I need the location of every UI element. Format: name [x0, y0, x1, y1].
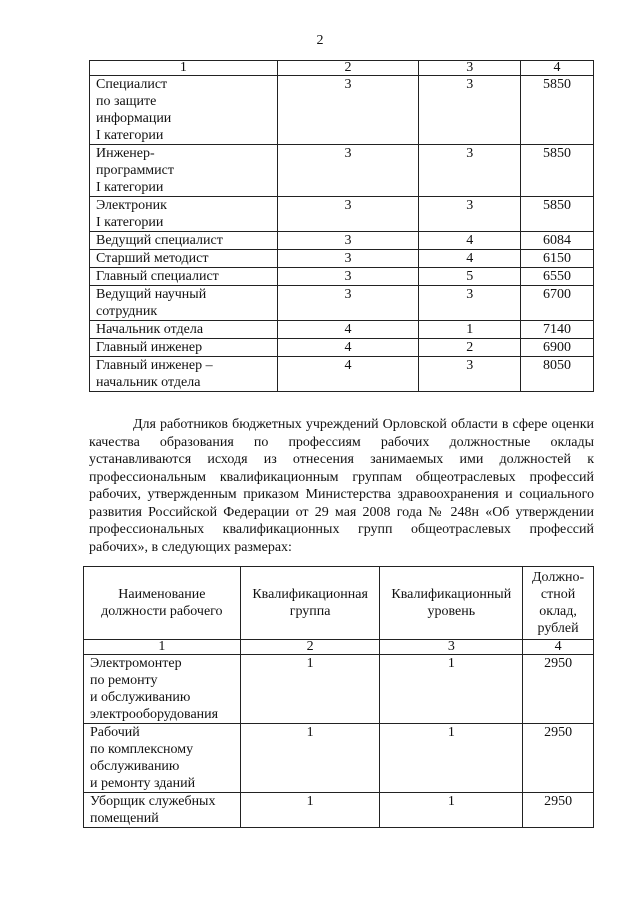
- qualification-level: 1: [380, 724, 523, 793]
- qualification-group: 4: [277, 321, 419, 339]
- qualification-level: 1: [419, 321, 521, 339]
- salary-table-1: [89, 60, 594, 392]
- qualification-level: 1: [380, 655, 523, 724]
- table-row: [90, 339, 594, 357]
- table-row: [84, 724, 594, 793]
- table-row: [90, 232, 594, 250]
- table-row: [90, 286, 594, 321]
- table-header-row: [84, 640, 594, 655]
- qualification-group: 3: [277, 232, 419, 250]
- col-head-group: Квалификационная группа: [240, 567, 380, 640]
- position-name: Старший методист: [90, 250, 278, 268]
- qualification-level: 3: [419, 286, 521, 321]
- qualification-group: 3: [277, 145, 419, 197]
- position-name: Главный инженер – начальник отдела: [90, 357, 278, 392]
- column-number: 4: [523, 640, 594, 655]
- table-row: [90, 76, 594, 145]
- paragraph-text: Для работников бюджетных учреждений Орловской области в сфере оценки качества образования по профессиям рабочих должностные оклады устанавливаются исходя из отнесения занимаемых ими должностей к профессиональным квалификационным группам общеотраслевых профессий рабочих, утвержденным приказом Министерства здравоохранения и социального развития Российской Федерации от 29 мая 2008 года № 248н «Об утверждении профессиональных квалификационных групп общеотраслевых профессий рабочих», в следующих размерах:: [89, 417, 594, 555]
- qualification-group: 3: [277, 268, 419, 286]
- salary-value: 2950: [523, 724, 594, 793]
- qualification-level: 5: [419, 268, 521, 286]
- salary-value: 8050: [521, 357, 594, 392]
- qualification-level: 2: [419, 339, 521, 357]
- table-row: [84, 655, 594, 724]
- salary-value: 7140: [521, 321, 594, 339]
- table-header-row: [90, 61, 594, 76]
- salary-value: 5850: [521, 76, 594, 145]
- table-row: [90, 357, 594, 392]
- salary-value: 6084: [521, 232, 594, 250]
- column-number: 3: [380, 640, 523, 655]
- qualification-level: 1: [380, 793, 523, 828]
- qualification-group: 3: [277, 76, 419, 145]
- salary-value: 6700: [521, 286, 594, 321]
- salary-value: 6900: [521, 339, 594, 357]
- position-name: Главный инженер: [90, 339, 278, 357]
- col-head-level: Квалификационный уровень: [380, 567, 523, 640]
- qualification-group: 4: [277, 357, 419, 392]
- salary-value: 2950: [523, 793, 594, 828]
- salary-value: 5850: [521, 197, 594, 232]
- col-head-name: Наименование должности рабочего: [84, 567, 241, 640]
- column-number: 1: [84, 640, 241, 655]
- qualification-level: 3: [419, 145, 521, 197]
- qualification-group: 3: [277, 250, 419, 268]
- qualification-group: 4: [277, 339, 419, 357]
- column-number: 3: [419, 61, 521, 76]
- salary-value: 5850: [521, 145, 594, 197]
- salary-value: 2950: [523, 655, 594, 724]
- salary-value: 6550: [521, 268, 594, 286]
- qualification-group: 1: [240, 793, 380, 828]
- position-name: Уборщик служебных помещений: [84, 793, 241, 828]
- column-number: 1: [90, 61, 278, 76]
- salary-table-2: [83, 566, 594, 828]
- table-row: [90, 250, 594, 268]
- qualification-level: 4: [419, 250, 521, 268]
- qualification-group: 3: [277, 197, 419, 232]
- qualification-group: 1: [240, 655, 380, 724]
- table-row: [90, 197, 594, 232]
- qualification-group: 1: [240, 724, 380, 793]
- col-head-salary: Должно- стной оклад, рублей: [523, 567, 594, 640]
- table-row: [90, 145, 594, 197]
- qualification-level: 3: [419, 76, 521, 145]
- page-number: 2: [316, 33, 324, 48]
- position-name: Начальник отдела: [90, 321, 278, 339]
- salary-value: 6150: [521, 250, 594, 268]
- table-row: [84, 793, 594, 828]
- qualification-level: 4: [419, 232, 521, 250]
- column-number: 2: [240, 640, 380, 655]
- position-name: Электромонтер по ремонту и обслуживанию электрооборудования: [84, 655, 241, 724]
- table-row: [90, 268, 594, 286]
- table-title-row: [84, 567, 594, 640]
- position-name: Электроник I категории: [90, 197, 278, 232]
- table-row: [90, 321, 594, 339]
- position-name: Рабочий по комплексному обслуживанию и ремонту зданий: [84, 724, 241, 793]
- qualification-level: 3: [419, 197, 521, 232]
- position-name: Инженер- программист I категории: [90, 145, 278, 197]
- body-paragraph: [89, 416, 594, 556]
- position-name: Специалист по защите информации I категории: [90, 76, 278, 145]
- qualification-level: 3: [419, 357, 521, 392]
- position-name: Ведущий специалист: [90, 232, 278, 250]
- column-number: 4: [521, 61, 594, 76]
- position-name: Ведущий научный сотрудник: [90, 286, 278, 321]
- qualification-group: 3: [277, 286, 419, 321]
- column-number: 2: [277, 61, 419, 76]
- position-name: Главный специалист: [90, 268, 278, 286]
